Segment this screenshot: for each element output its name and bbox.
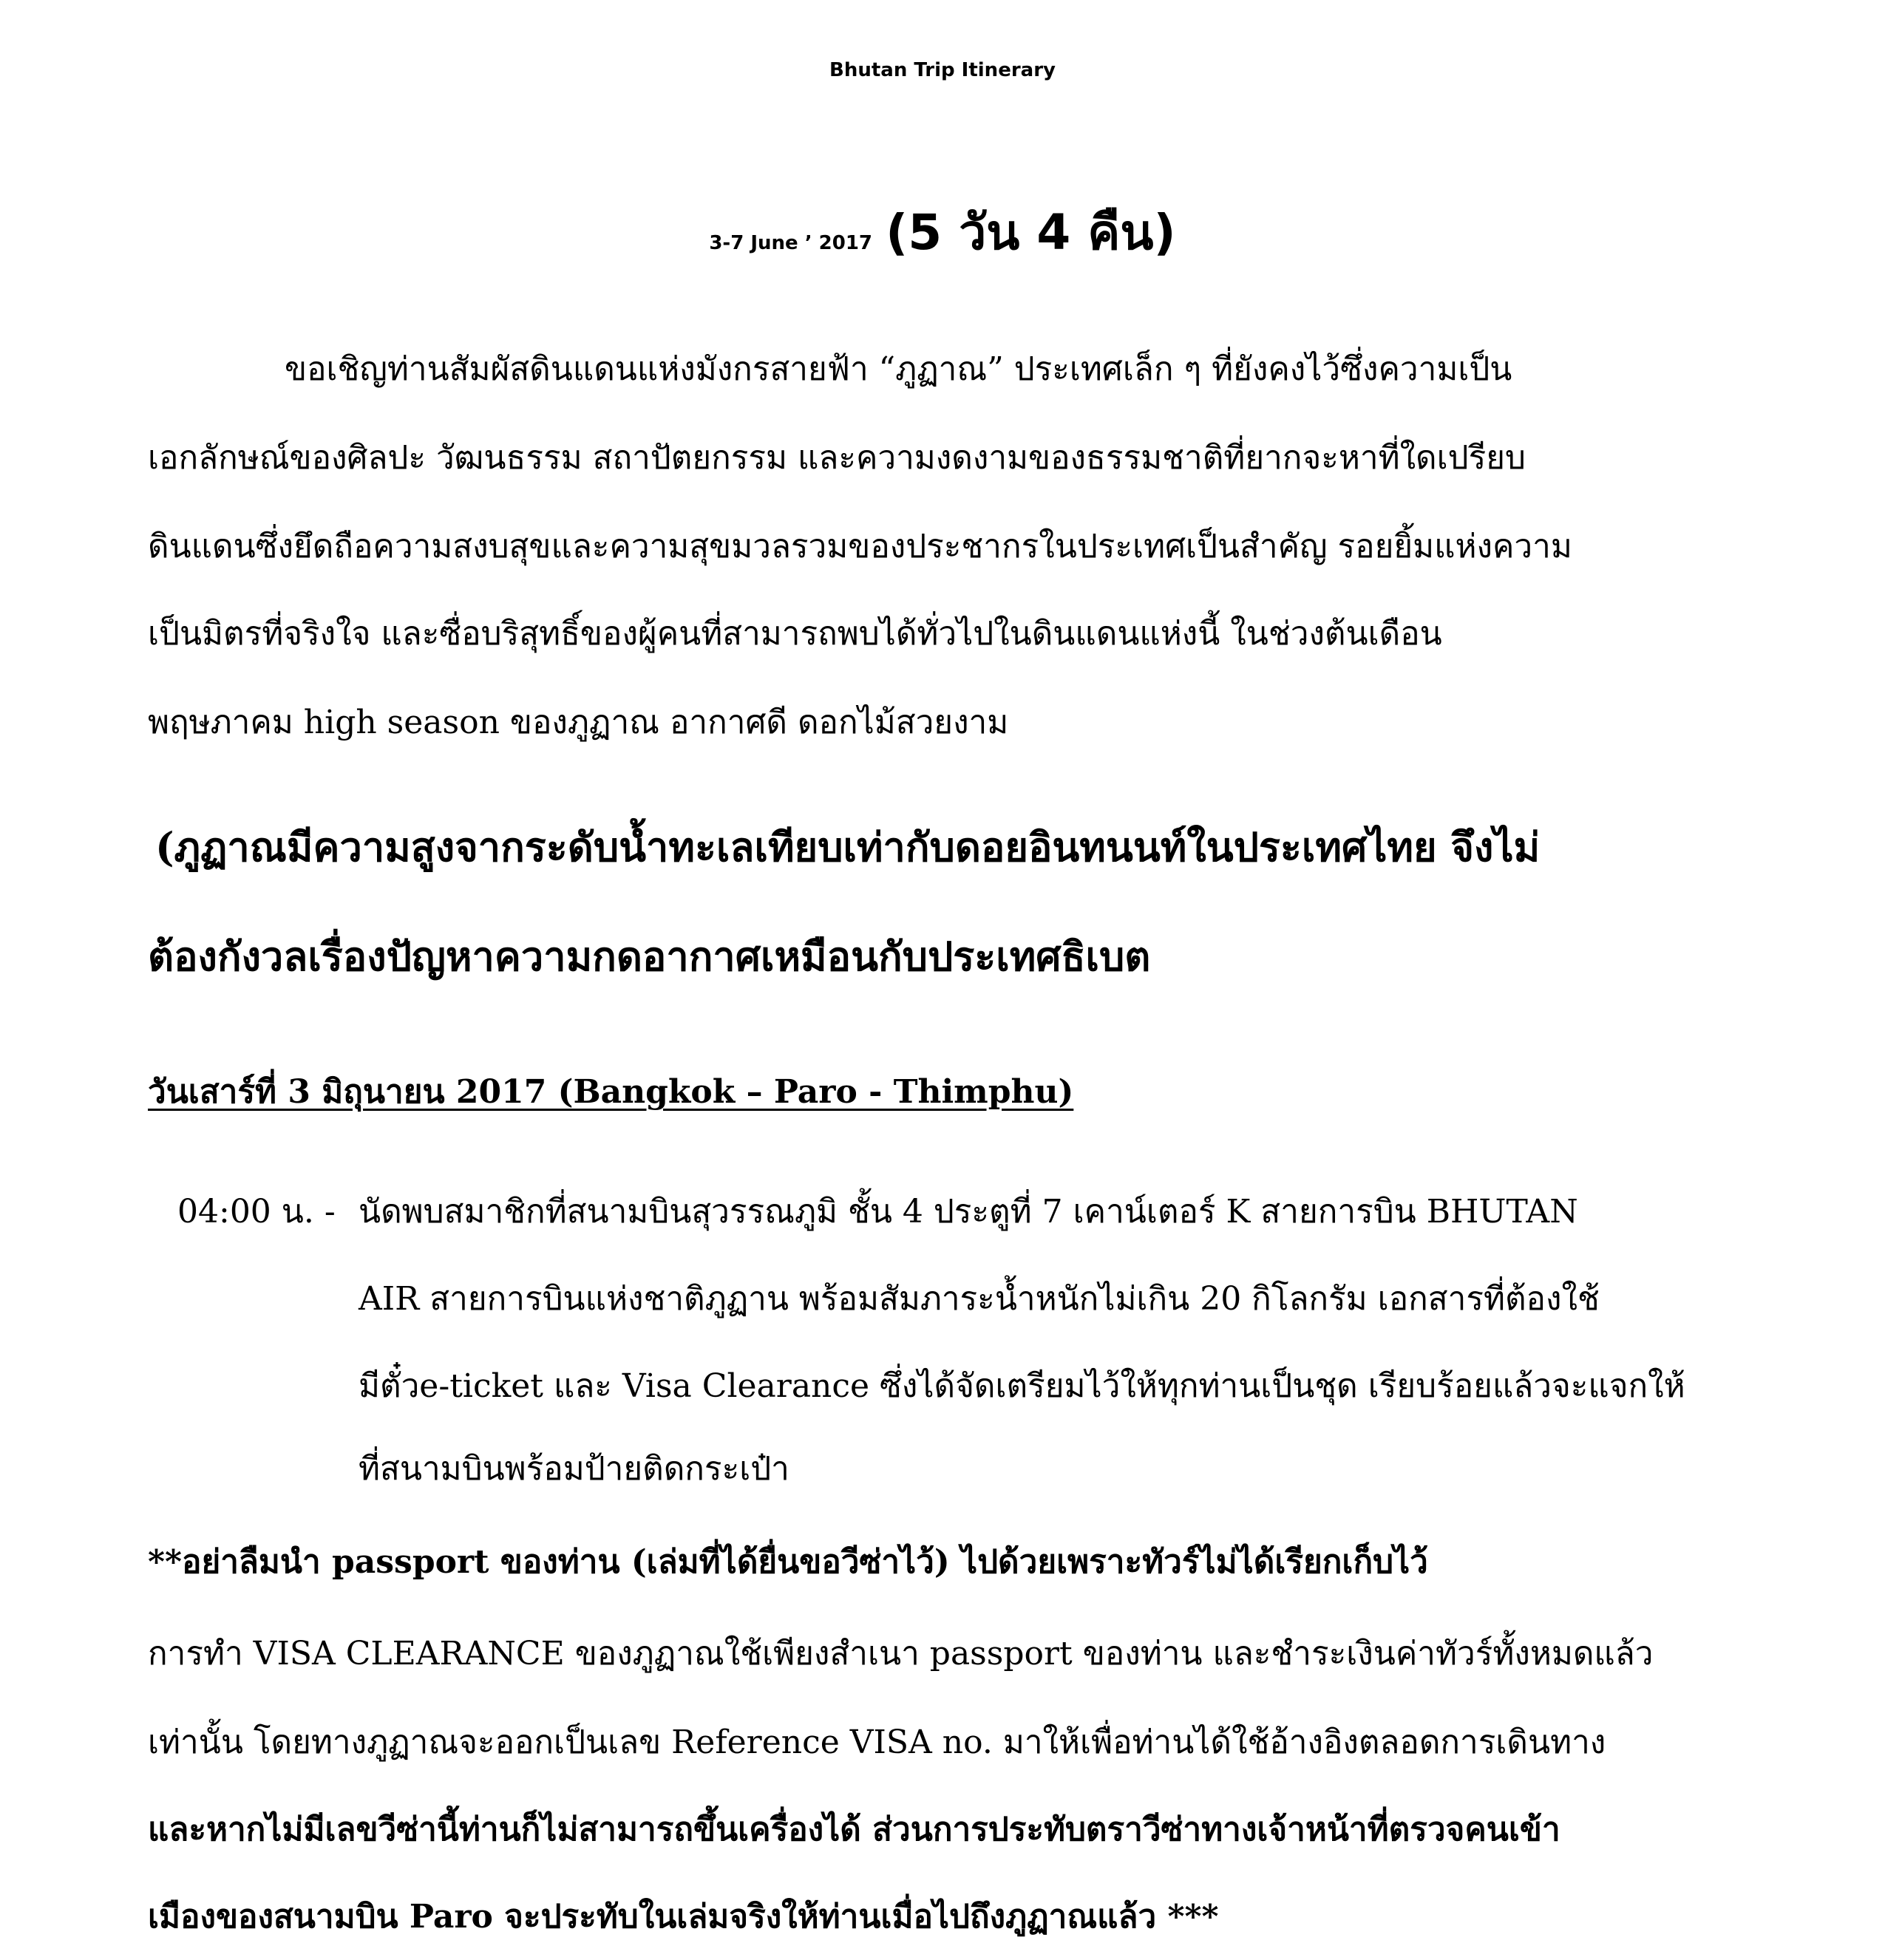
visa-info-bold-line-2: เมืองของสนามบิน Paro จะประทับในเล่มจริงให้ท่านเมื่อไปถึงภูฏาณแล้ว *** [148,1898,1219,1936]
day1-detail-line-3: มีตั๋วe-ticket และ Visa Clearance ซึ่งได้จัดเตรียมไว้ให้ทุกท่านเป็นชุด เรียบร้อยแล้วจะแจกให้ [359,1367,1685,1405]
altitude-note-line-2: ต้องกังวลเรื่องปัญหาความกดอากาศเหมือนกับประเทศธิเบต [148,933,1151,980]
trip-dates [0,194,1885,271]
passport-warning: **อย่าลืมนำ passport ของท่าน (เล่มที่ได้ยื่นขอวีซ่าไว้) ไปด้วยเพราะทัวร์ไม่ได้เรียกเก็บไว้ [148,1543,1428,1581]
altitude-note-line-1: (ภูฏาณมีความสูงจากระดับน้ำทะเลเทียบเท่ากับดอยอินทนนท์ในประเทศไทย จึงไม่ [155,823,1541,871]
intro-line-3: ดินแดนซึ่งยึดถือความสงบสุขและความสุขมวลรวมของประชากรในประเทศเป็นสำคัญ รอยยิ้มแห่งความ [148,528,1572,565]
visa-info-line-1: การทำ VISA CLEARANCE ของภูฏาณใช้เพียงสำเนา passport ของท่าน และชำระเงินค่าทัวร์ทั้งหมดแล้ว [148,1635,1654,1673]
intro-line-1: ขอเชิญท่านสัมผัสดินแดนแห่งมังกรสายฟ้า “ภูฏาณ” ประเทศเล็ก ๆ ที่ยังคงไว้ซึ่งความเป็น [285,350,1512,388]
intro-line-4: เป็นมิตรที่จริงใจ และซื่อบริสุทธิ์ของผู้คนที่สามารถพบได้ทั่วไปในดินแดนแห่งนี้ ในช่วงต้นเดือน [148,615,1442,653]
day1-detail-line-2: AIR สายการบินแห่งชาติภูฏาน พร้อมสัมภาระน้ำหนักไม่เกิน 20 กิโลกรัม เอกสารที่ต้องใช้ [359,1280,1600,1318]
visa-info-bold-line-1: และหากไม่มีเลขวีซ่านี้ท่านก็ไม่สามารถขึ้นเครื่องได้ ส่วนการประทับตราวีซ่าทางเจ้าหน้าที่ตรวจคนเข้า [148,1811,1560,1848]
trip-date-range: 3-7 June ’ 2017 [709,232,873,254]
trip-duration: (5 วัน 4 คืน) [886,204,1176,261]
intro-line-2: เอกลักษณ์ของศิลปะ วัฒนธรรม สถาปัตยกรรม และความงดงามของธรรมชาติที่ยากจะหาที่ใดเปรียบ [148,439,1526,477]
visa-info-line-2: เท่านั้น โดยทางภูฏาณจะออกเป็นเลข Reference VISA no. มาให้เพื่อท่านได้ใช้อ้างอิงตลอดการเดินทาง [148,1723,1606,1761]
document-title: Bhutan Trip Itinerary [829,59,1056,81]
day1-time: 04:00 น. - [177,1193,336,1231]
day1-heading: วันเสาร์ที่ 3 มิถุนายน 2017 (Bangkok – Paro - Thimphu) [148,1073,1074,1111]
day1-detail-line-1: นัดพบสมาชิกที่สนามบินสุวรรณภูมิ ชั้น 4 ประตูที่ 7 เคาน์เตอร์ K สายการบิน BHUTAN [359,1193,1578,1231]
intro-line-5: พฤษภาคม high season ของภูฏาณ อากาศดี ดอกไม้สวยงาม [148,704,1009,741]
day1-detail-line-4: ที่สนามบินพร้อมป้ายติดกระเป๋า [359,1450,789,1488]
